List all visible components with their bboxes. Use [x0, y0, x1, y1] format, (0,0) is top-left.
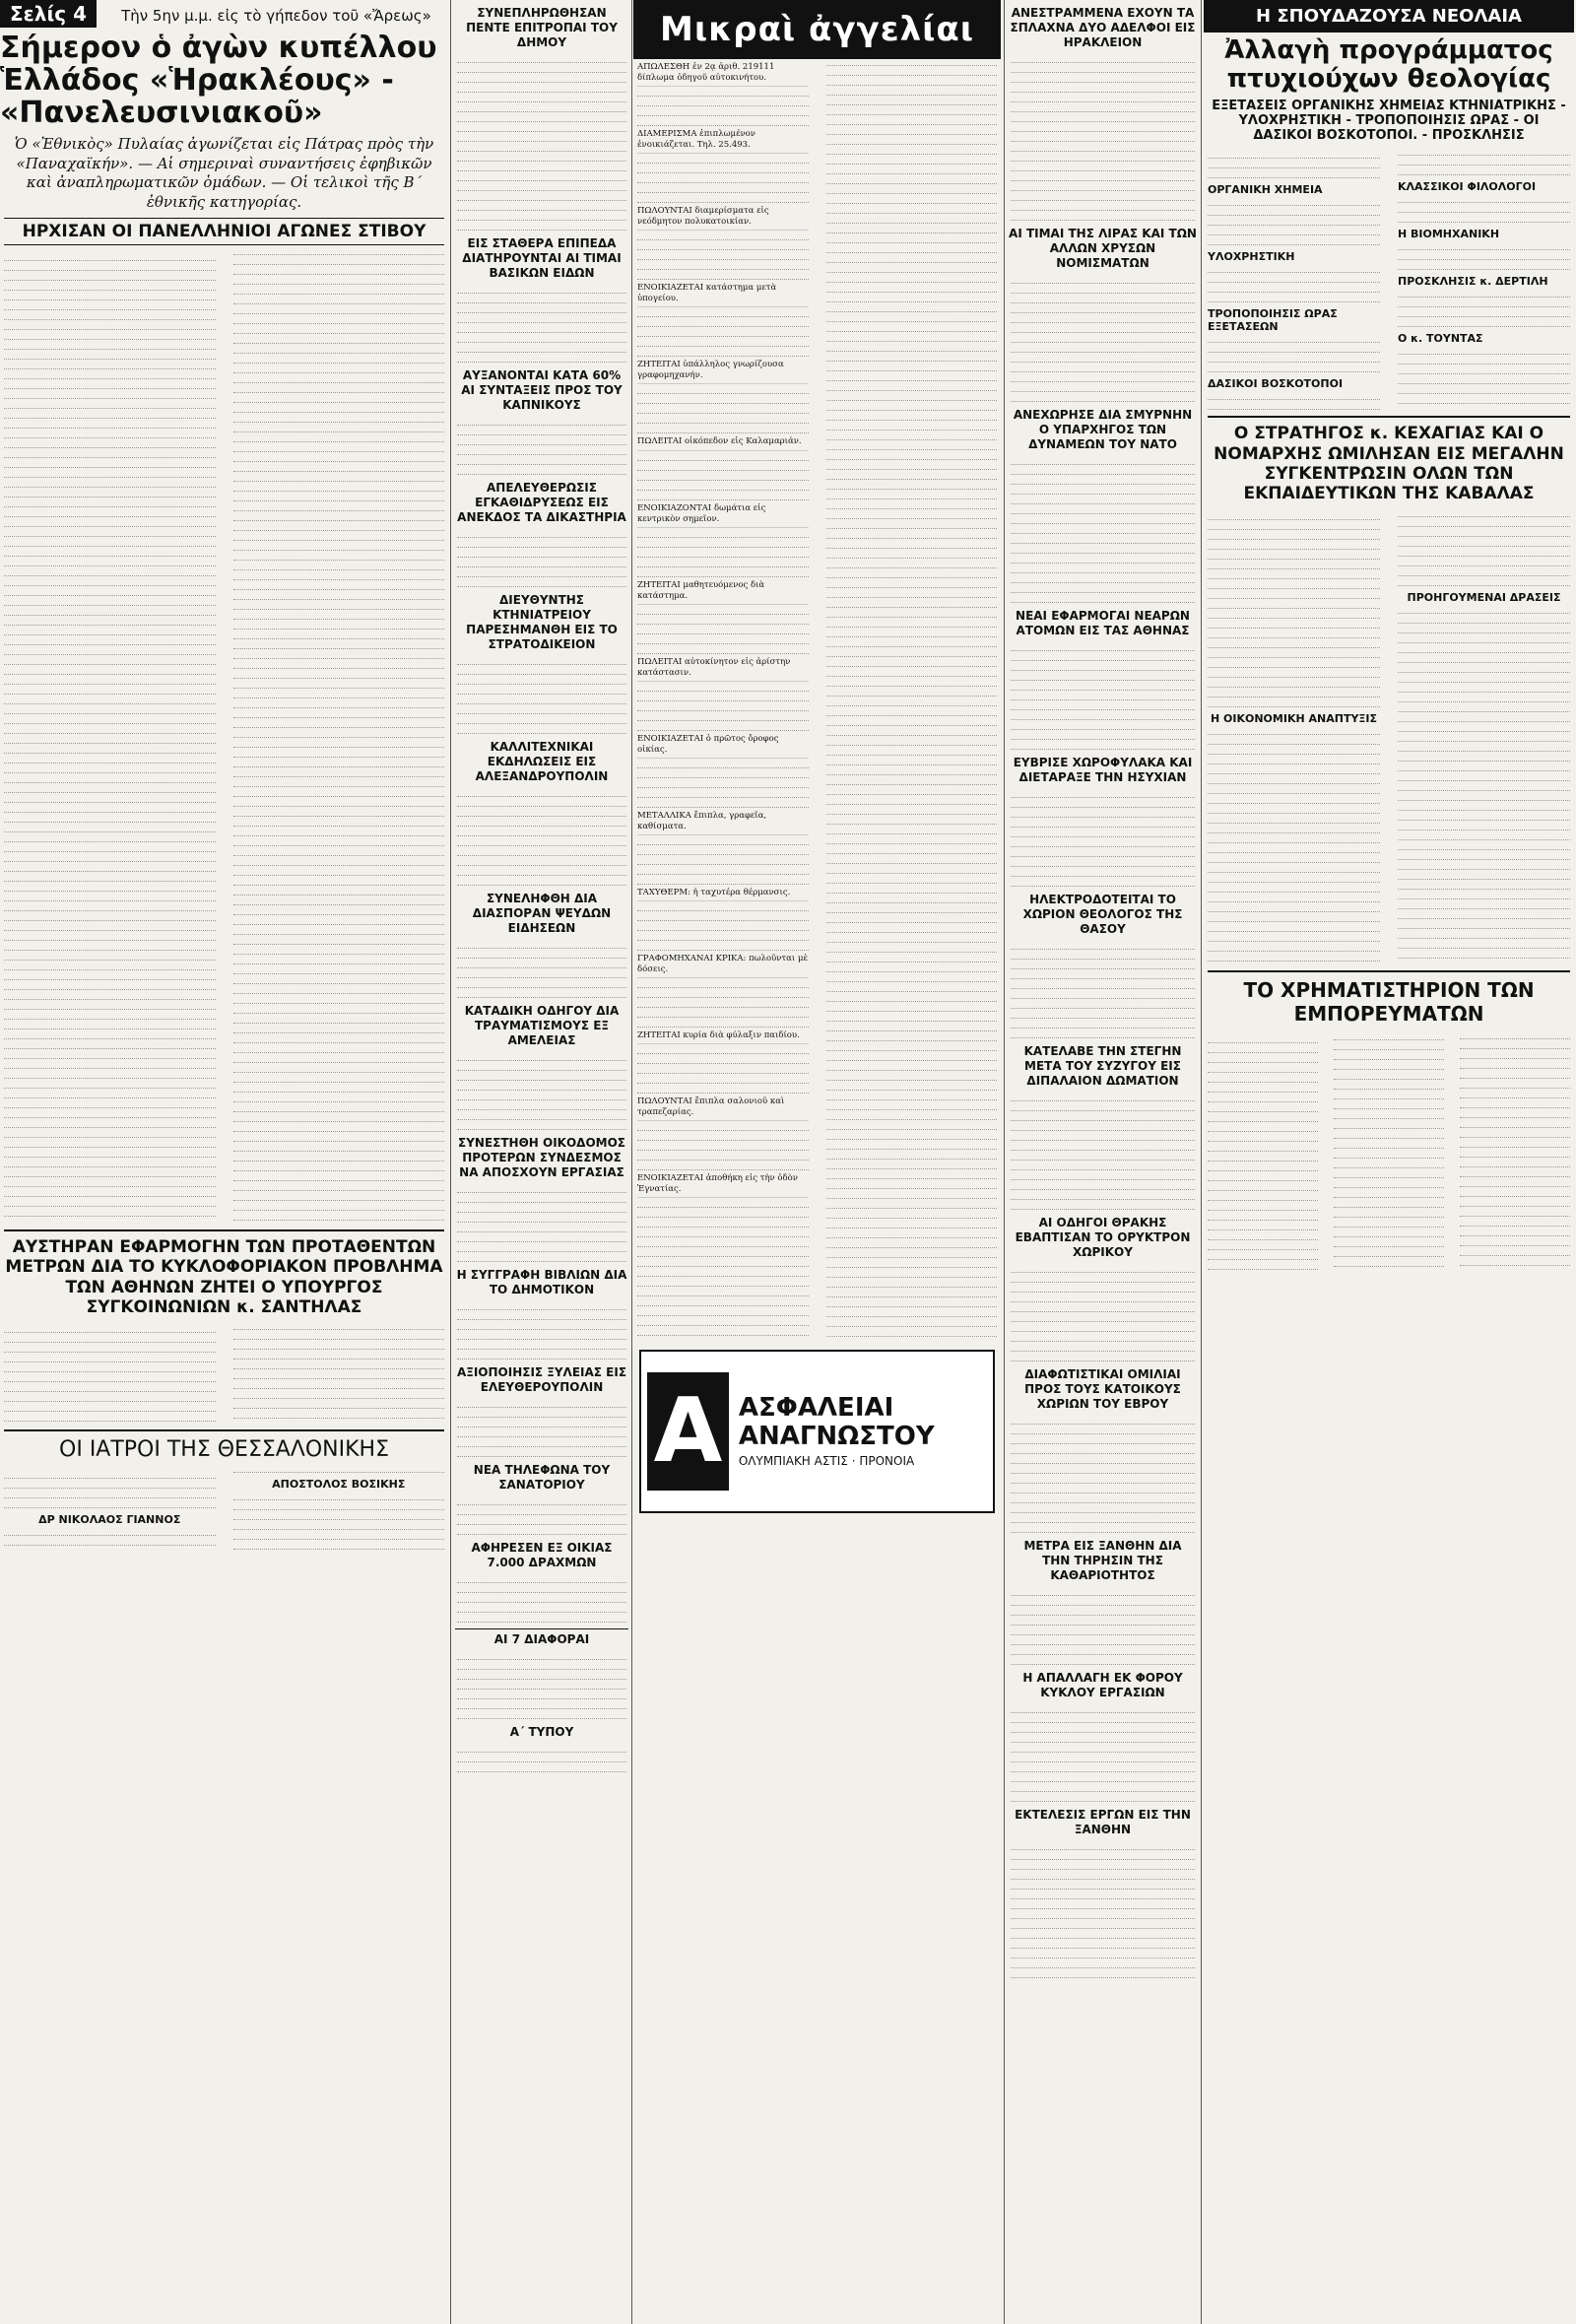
- brief-headline-5: ΔΙΕΥΘΥΝΤΗΣ ΚΤΗΝΙΑΤΡΕΙΟΥ ΠΑΡΕΣΗΜΑΝΘΗ ΕΙΣ ΤΟ ΣΤΡΑΤΟΔΙΚΕΙΟΝ: [466, 593, 618, 651]
- brief-headline-11: ΑΞΙΟΠΟΙΗΣΙΣ ΞΥΛΕΙΑΣ ΕΙΣ ΕΛΕΥΘΕΡΟΥΠΟΛΙΝ: [456, 1365, 627, 1394]
- athletics-subhead: ΗΡΧΙΣΑΝ ΟΙ ΠΑΝΕΛΛΗΝΙΟΙ ΑΓΩΝΕΣ ΣΤΙΒΟΥ: [4, 218, 444, 245]
- regional-headline-5: ΕΥΒΡΙΣΕ ΧΩΡΟΦΥΛΑΚΑ ΚΑΙ ΔΙΕΤΑΡΑΞΕ ΤΗΝ ΗΣΥΧΙΑΝ: [1013, 756, 1193, 784]
- column-classifieds: [633, 0, 1001, 2324]
- classified-ad: ΖΗΤΕΙΤΑΙ μαθητευόμενος διὰ κατάστημα.: [637, 580, 809, 605]
- regional-headline-2: ΑΙ ΤΙΜΑΙ ΤΗΣ ΛΙΡΑΣ ΚΑΙ ΤΩΝ ΑΛΛΩΝ ΧΡΥΣΩΝ ΝΟΜΙΣΜΑΤΩΝ: [1009, 227, 1197, 270]
- exams-body: [1204, 149, 1574, 410]
- exams-subhead: ΕΞΕΤΑΣΕΙΣ ΟΡΓΑΝΙΚΗΣ ΧΗΜΕΙΑΣ ΚΤΗΝΙΑΤΡΙΚΗΣ - ΥΛΟΧΡΗΣΤΙΚΗ - ΤΡΟΠΟΠΟΙΗΣΙΣ ΩΡΑΣ - ΟΙ ΔΑΣΙΚΟΙ ΒΟΣΚΟΤΟΠΟΙ. - ΠΡΟΣΚΛΗΣΙΣ: [1212, 99, 1566, 144]
- kavala-headline: Ο ΣΤΡΑΤΗΓΟΣ κ. ΚΕΧΑΓΙΑΣ ΚΑΙ Ο ΝΟΜΑΡΧΗΣ ΩΜΙΛΗΣΑΝ ΕΙΣ ΜΕΓΑΛΗΝ ΣΥΓΚΕΝΤΡΩΣΙΝ ΟΛΩΝ ΤΩΝ ΕΚΠΑΙΔΕΥΤΙΚΩΝ ΤΗΣ ΚΑΒΑΛΑΣ: [1208, 416, 1570, 504]
- classifieds-masthead: Μικραὶ ἀγγελίαι: [633, 0, 1001, 59]
- insurance-name: ΑΣΦΑΛΕΙΑΙ ΑΝΑΓΝΩΣΤΟΥ: [738, 1393, 935, 1451]
- classified-ad: ΖΗΤΕΙΤΑΙ ὑπάλληλος γνωρίζουσα γραφομηχανήν.: [637, 360, 809, 384]
- regional-headline-8: ΑΙ ΟΔΗΓΟΙ ΘΡΑΚΗΣ ΕΒΑΠΤΙΣΑΝ ΤΟ ΟΡΥΚΤΡΟΝ ΧΩΡΙΚΟΥ: [1015, 1216, 1191, 1259]
- regional-headline-10: ΜΕΤΡΑ ΕΙΣ ΞΑΝΘΗΝ ΔΙΑ ΤΗΝ ΤΗΡΗΣΙΝ ΤΗΣ ΚΑΘΑΡΙΟΤΗΤΟΣ: [1023, 1539, 1182, 1582]
- theology-headline: Ἀλλαγὴ προγράμματος πτυχιούχων θεολογίας: [1224, 35, 1553, 94]
- column-news-briefs: [453, 0, 630, 2324]
- brief-headline-10: Η ΣΥΓΓΡΑΦΗ ΒΙΒΛΙΩΝ ΔΙΑ ΤΟ ΔΗΜΟΤΙΚΟΝ: [456, 1268, 627, 1296]
- doctor-name-1: ΔΡ ΝΙΚΟΛΑΟΣ ΓΙΑΝΝΟΣ: [38, 1513, 181, 1527]
- sports-lede: Ὁ «Ἐθνικὸς» Πυλαίας ἀγωνίζεται εἰς Πάτρας πρὸς τὴν «Παναχαϊκήν». — Αἱ σημεριναὶ συναντήσεις ἐφηβικῶν καὶ ἀναπληρωματικῶν ὁμάδων. — Οἱ τελικοὶ τῆς Β΄ ἐθνικῆς κατηγορίας.: [14, 135, 434, 211]
- brief-headline-4: ΑΠΕΛΕΥΘΕΡΩΣΙΣ ΕΓΚΑΘΙΔΡΥΣΕΩΣ ΕΙΣ ΑΝΕΚΔΟΣ ΤΑ ΔΙΚΑΣΤΗΡΙΑ: [457, 481, 626, 524]
- section-title: ΔΑΣΙΚΟΙ ΒΟΣΚΟΤΟΠΟΙ: [1208, 377, 1344, 391]
- youth-banner: Η ΣΠΟΥΔΑΖΟΥΣΑ ΝΕΟΛΑΙΑ: [1204, 0, 1574, 33]
- section-title: Ο κ. ΤΟΥΝΤΑΣ: [1398, 332, 1483, 346]
- brief-headline-14: ΑΙ 7 ΔΙΑΦΟΡΑΙ: [455, 1628, 628, 1647]
- brief-headline-12: ΝΕΑ ΤΗΛΕΦΩΝΑ ΤΟΥ ΣΑΝΑΤΟΡΙΟΥ: [473, 1463, 611, 1492]
- classified-ad: ΜΕΤΑΛΛΙΚΑ ἔπιπλα, γραφεῖα, καθίσματα.: [637, 811, 809, 835]
- classified-ad: ΤΑΧΥΘΕΡΜ: ἡ ταχυτέρα θέρμανσις.: [637, 888, 809, 901]
- kavala-body: [1204, 510, 1574, 963]
- sports-kicker: Τὴν 5ην μ.μ. εἰς τὸ γήπεδον τοῦ «Ἄρεως»: [121, 7, 431, 25]
- brief-headline-13: ΑΦΗΡΕΣΕΝ ΕΞ ΟΙΚΙΑΣ 7.000 ΔΡΑΧΜΩΝ: [471, 1541, 613, 1569]
- brief-headline-9: ΣΥΝΕΣΤΗΘΗ ΟΙΚΟΔΟΜΟΣ ΠΡΟΤΕΡΩΝ ΣΥΝΔΕΣΜΟΣ ΝΑ ΑΠΟΣΧΟΥΝ ΕΡΓΑΣΙΑΣ: [458, 1136, 625, 1179]
- classified-ad: ΕΝΟΙΚΙΑΖΟΝΤΑΙ δωμάτια εἰς κεντρικὸν σημεῖον.: [637, 503, 809, 528]
- section-title: ΠΡΟΣΚΛΗΣΙΣ κ. ΔΕΡΤΙΛΗ: [1398, 275, 1548, 289]
- page-number: Σελίς 4: [0, 0, 97, 28]
- brief-headline-3: ΑΥΞΑΝΟΝΤΑΙ ΚΑΤΑ 60% ΑΙ ΣΥΝΤΑΞΕΙΣ ΠΡΟΣ ΤΟΥ ΚΑΠΝΙΚΟΥΣ: [461, 368, 623, 412]
- classified-ad: ΑΠΩΛΕΣΘΗ ἐν 2ᾳ ἀριθ. 219111 δίπλωμα ὁδηγοῦ αὐτοκινήτου.: [637, 62, 809, 87]
- doctor-name-2: ΑΠΟΣΤΟΛΟΣ ΒΟΣΙΚΗΣ: [272, 1477, 406, 1491]
- traffic-body: [0, 1323, 448, 1424]
- regional-headline-1: ΑΝΕΣΤΡΑΜΜΕΝΑ ΕΧΟΥΝ ΤΑ ΣΠΛΑΧΝΑ ΔΥΟ ΑΔΕΛΦΟΙ ΕΙΣ ΗΡΑΚΛΕΙΟΝ: [1010, 6, 1196, 49]
- section-title: ΤΡΟΠΟΠΟΙΗΣΙΣ ΩΡΑΣ ΕΞΕΤΑΣΕΩΝ: [1208, 307, 1338, 334]
- classified-ad: ΓΡΑΦΟΜΗΧΑΝΑΙ ΚΡΙΚΑ: πωλοῦνται μὲ δόσεις.: [637, 954, 809, 978]
- regional-headline-3: ΑΝΕΧΩΡΗΣΕ ΔΙΑ ΣΜΥΡΝΗΝ Ο ΥΠΑΡΧΗΓΟΣ ΤΩΝ ΔΥΝΑΜΕΩΝ ΤΟΥ ΝΑΤΟ: [1013, 408, 1193, 451]
- sports-body: [0, 251, 448, 1224]
- brief-headline-1: ΣΥΝΕΠΛΗΡΩΘΗΣΑΝ ΠΕΝΤΕ ΕΠΙΤΡΟΠΑΙ ΤΟΥ ΔΗΜΟΥ: [466, 6, 618, 49]
- doctors-body: [0, 1469, 448, 1553]
- regional-headline-11: Η ΑΠΑΛΛΑΓΗ ΕΚ ΦΟΡΟΥ ΚΥΚΛΟΥ ΕΡΓΑΣΙΩΝ: [1022, 1671, 1183, 1699]
- classified-ad: ΠΩΛΕΙΤΑΙ οἰκόπεδον εἰς Καλαμαριάν.: [637, 436, 809, 450]
- section-title: Η ΒΙΟΜΗΧΑΝΙΚΗ: [1398, 228, 1500, 241]
- classified-ad: ΕΝΟΙΚΙΑΖΕΤΑΙ ἀποθήκη εἰς τὴν ὁδὸν Ἐγνατίας.: [637, 1173, 809, 1198]
- classified-list: [633, 59, 1001, 1340]
- classified-ad: ΔΙΑΜΕΡΙΣΜΑ ἐπιπλωμένον ἐνοικιάζεται. Τηλ. 25.493.: [637, 129, 809, 154]
- regional-headline-4: ΝΕΑΙ ΕΦΑΡΜΟΓΑΙ ΝΕΑΡΩΝ ΑΤΟΜΩΝ ΕΙΣ ΤΑΣ ΑΘΗΝΑΣ: [1016, 609, 1190, 637]
- classified-ad: ΕΝΟΙΚΙΑΖΕΤΑΙ κατάστημα μετὰ ὑπογείου.: [637, 283, 809, 307]
- insurance-logo-icon: Α: [647, 1372, 729, 1491]
- commodity-exchange-headline: ΤΟ ΧΡΗΜΑΤΙΣΤΗΡΙΟΝ ΤΩΝ ΕΜΠΟΡΕΥΜΑΤΩΝ: [1208, 970, 1570, 1026]
- classified-ad: ΠΩΛΕΙΤΑΙ αὐτοκίνητον εἰς ἀρίστην κατάστασιν.: [637, 657, 809, 682]
- brief-headline-15: Α΄ ΤΥΠΟΥ: [509, 1725, 574, 1739]
- commodity-prices-body: [1204, 1033, 1574, 1271]
- brief-headline-8: ΚΑΤΑΔΙΚΗ ΟΔΗΓΟΥ ΔΙΑ ΤΡΑΥΜΑΤΙΣΜΟΥΣ ΕΞ ΑΜΕΛΕΙΑΣ: [464, 1004, 620, 1047]
- classified-ad: ΠΩΛΟΥΝΤΑΙ διαμερίσματα εἰς νεόδμητον πολυκατοικίαν.: [637, 206, 809, 231]
- column-education: [1204, 0, 1574, 2324]
- section-title: ΥΛΟΧΡΗΣΤΙΚΗ: [1208, 250, 1295, 264]
- regional-headline-12: ΕΚΤΕΛΕΣΙΣ ΕΡΓΩΝ ΕΙΣ ΤΗΝ ΞΑΝΘΗΝ: [1015, 1808, 1191, 1836]
- column-sports: [0, 0, 448, 2324]
- column-regional-news: [1007, 0, 1199, 2324]
- brief-headline-7: ΣΥΝΕΛΗΦΘΗ ΔΙΑ ΔΙΑΣΠΟΡΑΝ ΨΕΥΔΩΝ ΕΙΔΗΣΕΩΝ: [472, 892, 612, 935]
- insurance-advertisement: [639, 1350, 995, 1513]
- brief-headline-6: ΚΑΛΛΙΤΕΧΝΙΚΑΙ ΕΚΔΗΛΩΣΕΙΣ ΕΙΣ ΑΛΕΞΑΝΔΡΟΥΠΟΛΙΝ: [475, 740, 609, 783]
- regional-headline-7: ΚΑΤΕΛΑΒΕ ΤΗΝ ΣΤΕΓΗΝ ΜΕΤΑ ΤΟΥ ΣΥΖΥΓΟΥ ΕΙΣ ΔΙΠΑΛΑΙΟΝ ΔΩΜΑΤΙΟΝ: [1023, 1044, 1182, 1088]
- traffic-headline: ΑΥΣΤΗΡΑΝ ΕΦΑΡΜΟΓΗΝ ΤΩΝ ΠΡΟΤΑΘΕΝΤΩΝ ΜΕΤΡΩΝ ΔΙΑ ΤΟ ΚΥΚΛΟΦΟΡΙΑΚΟΝ ΠΡΟΒΛΗΜΑ ΤΩΝ ΑΘΗΝΩΝ ΖΗΤΕΙ Ο ΥΠΟΥΡΓΟΣ ΣΥΓΚΟΙΝΩΝΙΩΝ κ. ΣΑΝΤΗΛΑΣ: [4, 1229, 444, 1318]
- insurance-subtitle: ΟΛΥΜΠΙΑΚΗ ΑΣΤΙΣ · ΠΡΟΝΟΙΑ: [738, 1454, 915, 1469]
- classified-ad: ΖΗΤΕΙΤΑΙ κυρία διὰ φύλαξιν παιδίου.: [637, 1030, 809, 1044]
- prior-actions-subhead: ΠΡΟΗΓΟΥΜΕΝΑΙ ΔΡΑΣΕΙΣ: [1407, 590, 1561, 604]
- section-title: ΚΛΑΣΣΙΚΟΙ ΦΙΛΟΛΟΓΟΙ: [1398, 180, 1537, 194]
- classified-ad: ΕΝΟΙΚΙΑΖΕΤΑΙ ὁ πρῶτος ὄροφος οἰκίας.: [637, 734, 809, 759]
- regional-headline-6: ΗΛΕΚΤΡΟΔΟΤΕΙΤΑΙ ΤΟ ΧΩΡΙΟΝ ΘΕΟΛΟΓΟΣ ΤΗΣ ΘΑΣΟΥ: [1022, 893, 1183, 936]
- section-title: ΟΡΓΑΝΙΚΗ ΧΗΜΕΙΑ: [1208, 183, 1323, 197]
- brief-headline-2: ΕΙΣ ΣΤΑΘΕΡΑ ΕΠΙΠΕΔΑ ΔΙΑΤΗΡΟΥΝΤΑΙ ΑΙ ΤΙΜΑΙ ΒΑΣΙΚΩΝ ΕΙΔΩΝ: [462, 236, 622, 280]
- sports-headline: Σήμερον ὁ ἀγὼν κυπέλλου Ἑλλάδος «Ἡρακλέους» - «Πανελευσινιακοῦ»: [0, 31, 437, 130]
- classified-ad: ΠΩΛΟΥΝΤΑΙ ἔπιπλα σαλονιοῦ καὶ τραπεζαρίας.: [637, 1096, 809, 1121]
- analysis-subhead: Η ΟΙΚΟΝΟΜΙΚΗ ΑΝΑΠΤΥΞΙΣ: [1211, 711, 1377, 725]
- doctors-headline: ΟΙ ΙΑΤΡΟΙ ΤΗΣ ΘΕΣΣΑΛΟΝΙΚΗΣ: [4, 1429, 444, 1463]
- regional-headline-9: ΔΙΑΦΩΤΙΣΤΙΚΑΙ ΟΜΙΛΙΑΙ ΠΡΟΣ ΤΟΥΣ ΚΑΤΟΙΚΟΥΣ ΧΩΡΙΩΝ ΤΟΥ ΕΒΡΟΥ: [1024, 1367, 1181, 1411]
